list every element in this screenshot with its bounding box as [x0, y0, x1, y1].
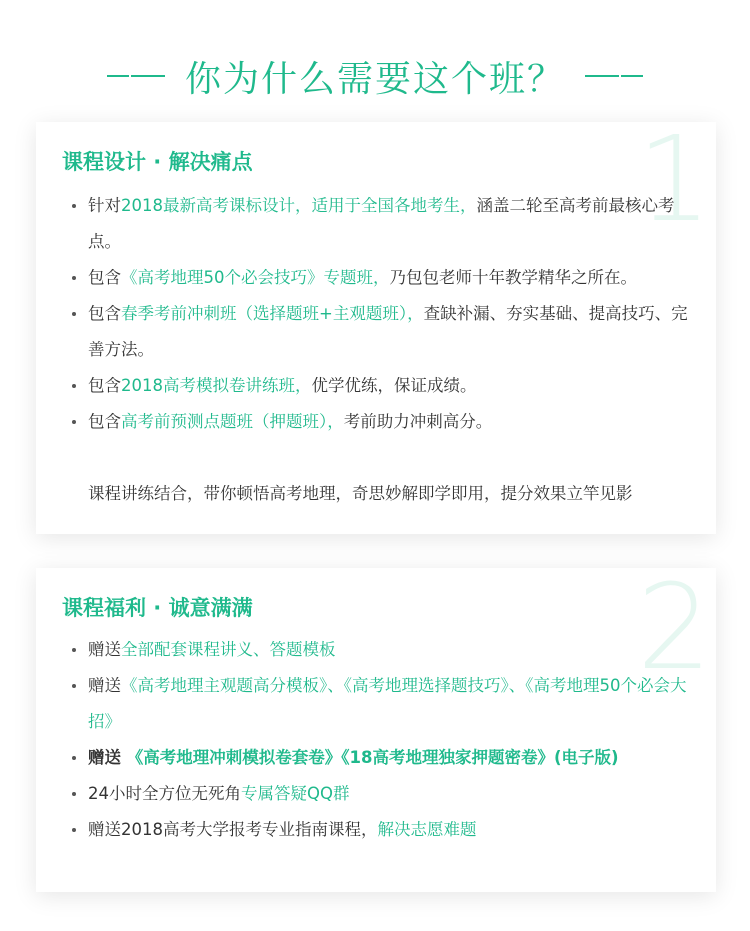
- bullet-dot: [72, 204, 76, 208]
- left-decoration: [107, 75, 167, 77]
- item-text: 24小时全方位无死角: [88, 784, 241, 803]
- item-text: 涵盖二轮至高考前最核心考点。: [88, 196, 675, 251]
- item-text: 赠送2018高考大学报考专业指南课程，: [88, 820, 378, 839]
- course-design-card: [36, 122, 716, 534]
- bullet-dot: [72, 684, 76, 688]
- item-text: 包含: [88, 376, 121, 395]
- item-text: 包含: [88, 412, 121, 431]
- highlight-text: 专属答疑QQ群: [241, 784, 350, 803]
- feature-list: [72, 188, 692, 440]
- page-title: 你为什么需要这个班？: [184, 58, 565, 100]
- section-header: [0, 50, 750, 102]
- list-item: [72, 632, 692, 668]
- right-decoration: [583, 75, 643, 77]
- list-item: [72, 296, 692, 368]
- item-text: 赠送: [88, 676, 121, 695]
- bullet-dot: [72, 756, 76, 760]
- highlight-text: 春季考前冲刺班（选择题班+主观题班），: [121, 304, 424, 323]
- highlight-text: 《高考地理50个必会技巧》专题班，: [121, 268, 390, 287]
- item-text: 乃包包老师十年教学精华之所在。: [389, 268, 637, 287]
- list-item: [72, 368, 692, 404]
- bullet-dot: [72, 276, 76, 280]
- bullet-dot: [72, 792, 76, 796]
- bullet-dot: [72, 828, 76, 832]
- item-text: 包含: [88, 304, 121, 323]
- list-item: [72, 188, 692, 260]
- list-item: [72, 776, 692, 812]
- highlight-text: 2018最新高考课标设计，适用于全国各地考生，: [121, 196, 477, 215]
- bullet-dot: [72, 384, 76, 388]
- item-text: 包含: [88, 268, 121, 287]
- highlight-text: 《高考地理冲刺模拟卷套卷》《18高考地理独家押题密卷》(电子版): [126, 748, 619, 767]
- item-text: 考前助力冲刺高分。: [343, 412, 493, 431]
- list-item: [72, 740, 692, 776]
- card-title: 课程福利 · 诚意满满: [62, 596, 253, 620]
- item-text: 优学优练，保证成绩。: [311, 376, 477, 395]
- list-item: [72, 260, 692, 296]
- list-item: [72, 668, 692, 740]
- item-text: 赠送: [88, 748, 127, 767]
- list-item: [72, 404, 692, 440]
- benefit-list: [72, 632, 692, 848]
- bullet-dot: [72, 420, 76, 424]
- item-text: 赠送: [88, 640, 121, 659]
- highlight-text: 解决志愿难题: [377, 820, 477, 839]
- highlight-text: 全部配套课程讲义、答题模板: [121, 640, 336, 659]
- card-title: 课程设计 · 解决痛点: [62, 150, 253, 174]
- item-text: 针对: [88, 196, 121, 215]
- closing-text: 课程讲练结合，带你顿悟高考地理，奇思妙解即学即用，提分效果立竿见影: [88, 484, 633, 503]
- bullet-dot: [72, 312, 76, 316]
- course-benefits-card: [36, 568, 716, 892]
- highlight-text: 《高考地理主观题高分模板》、《高考地理选择题技巧》、《高考地理50个必会大招》: [88, 676, 687, 731]
- card-number: 1: [636, 122, 712, 248]
- bullet-dot: [72, 648, 76, 652]
- highlight-text: 高考前预测点题班（押题班），: [121, 412, 344, 431]
- highlight-text: 2018高考模拟卷讲练班，: [121, 376, 312, 395]
- item-text: 查缺补漏、夯实基础、提高技巧、完善方法。: [88, 304, 688, 359]
- list-item: [72, 812, 692, 848]
- card-number: 2: [636, 568, 712, 696]
